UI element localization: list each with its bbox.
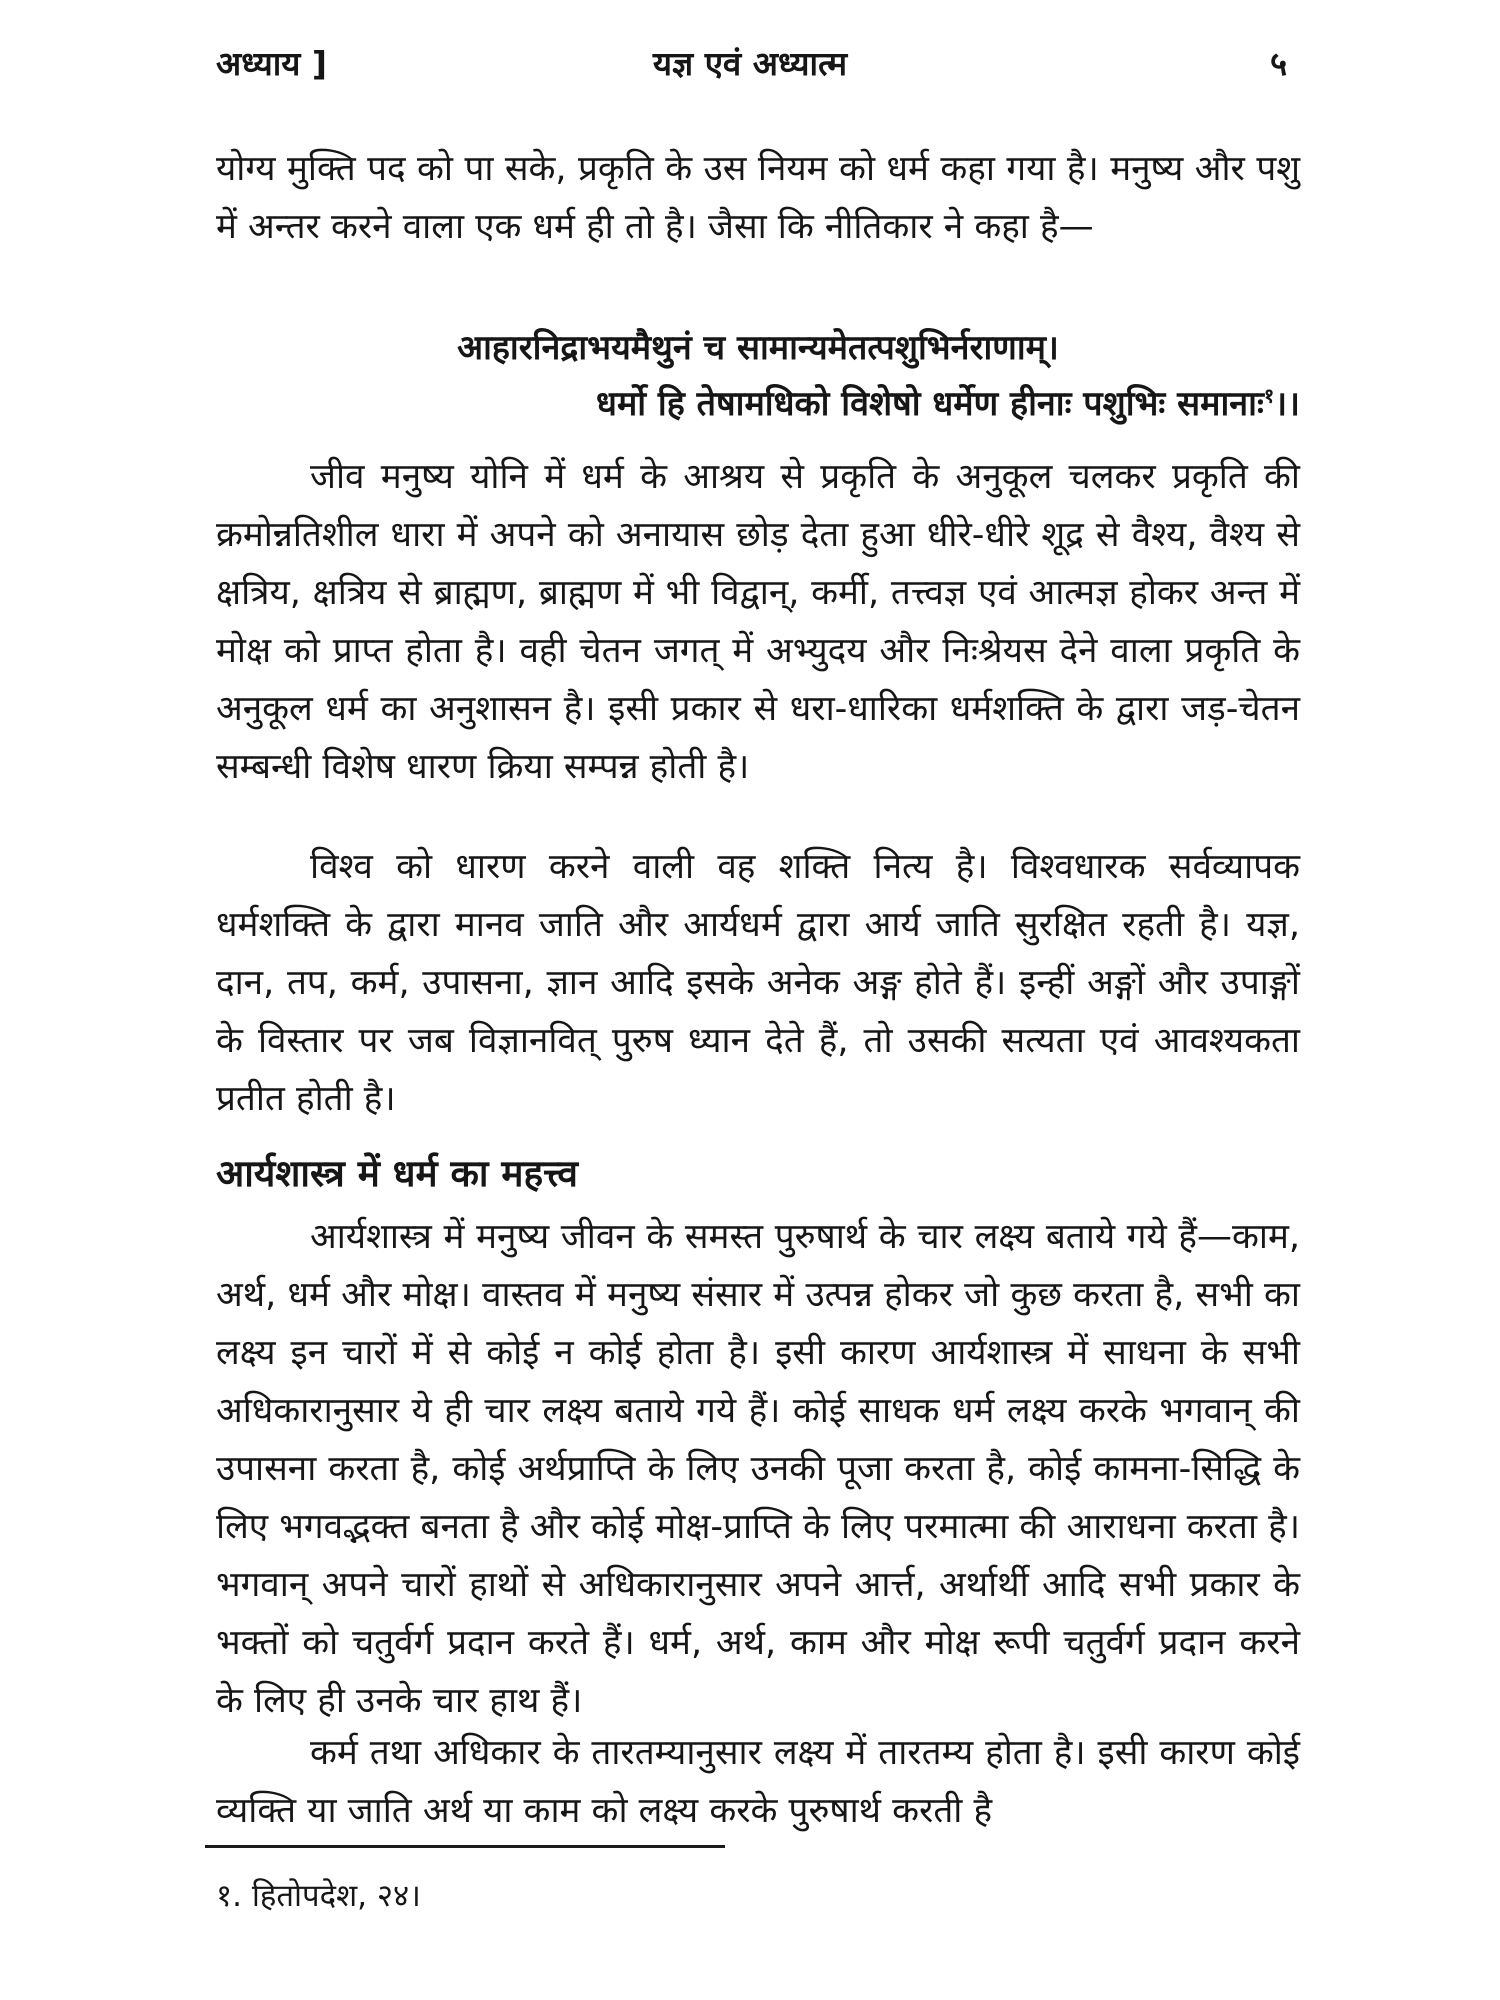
verse-line-2-end: ।। — [1274, 384, 1300, 424]
paragraph-text: कर्म तथा अधिकार के तारतम्यानुसार लक्ष्य में तारतम्य होता है। इसी कारण कोई व्यक्ति या जाति अर्थ या काम को लक्ष्य करके पुरुषार्थ करती है — [216, 1733, 1300, 1831]
page-number: ५ — [1270, 44, 1288, 83]
verse-line-1: आहारनिद्राभयमैथुनं च सामान्यमेतत्पशुभिर्नराणाम्। — [457, 328, 1059, 368]
intro-text: योग्य मुक्ति पद को पा सके, प्रकृति के उस नियम को धर्म कहा गया है। मनुष्य और पशु में अन्तर करने वाला एक धर्म ही तो है। जैसा कि नीतिकार ने कहा है— — [216, 149, 1300, 247]
section-heading: आर्यशास्त्र में धर्म का महत्त्व — [216, 1152, 578, 1195]
footnote-marker: १ — [1263, 383, 1275, 408]
paragraph-1 — [216, 448, 1300, 796]
footnote: १. हितोपदेश, २४। — [216, 1878, 421, 1914]
paragraph-text: आर्यशास्त्र में मनुष्य जीवन के समस्त पुरुषार्थ के चार लक्ष्य बताये गये हैं—काम, अर्थ, धर्म और मोक्ष। वास्तव में मनुष्य संसार में उत्पन्न होकर जो कुछ करता है, सभी का लक्ष्य इन चारों में से कोई न कोई होता है। इसी कारण आर्यशास्त्र में साधना के सभी अधिकारानुसार ये ही चार लक्ष्य बताये गये हैं। कोई साधक धर्म लक्ष्य करके भगवान् की उपासना करता है, कोई अर्थप्राप्ति के लिए उनकी पूजा करता है, कोई कामना-सिद्धि के लिए भगवद्भक्त बनता है और कोई मोक्ष-प्राप्ति के लिए परमात्मा की आराधना करता है। भगवान् अपने चारों हाथों से अधिकारानुसार अपने आर्त्त, अर्थार्थी आदि सभी प्रकार के भक्तों को चतुर्वर्ग प्रदान करते हैं। धर्म, अर्थ, काम और मोक्ष रूपी चतुर्वर्ग प्रदान करने के लिए ही उनके चार हाथ हैं। — [216, 1217, 1300, 1721]
sanskrit-verse — [216, 320, 1300, 432]
running-header-chapter: अध्याय ] — [216, 44, 328, 83]
paragraph-text: विश्व को धारण करने वाली वह शक्ति नित्य है। विश्वधारक सर्वव्यापक धर्मशक्ति के द्वारा मानव जाति और आर्यधर्म द्वारा आर्य जाति सुरक्षित रहती है। यज्ञ, दान, तप, कर्म, उपासना, ज्ञान आदि इसके अनेक अङ्ग होते हैं। इन्हीं अङ्गों और उपाङ्गों के विस्तार पर जब विज्ञानवित् पुरुष ध्यान देते हैं, तो उसकी सत्यता एवं आवश्यकता प्रतीत होती है। — [216, 847, 1300, 1119]
footnote-divider — [205, 1845, 725, 1848]
paragraph-4 — [216, 1724, 1300, 1840]
verse-line-2 — [216, 376, 1300, 432]
verse-line-2-text: धर्मो हि तेषामधिको विशेषो धर्मेण हीनाः पशुभिः समानाः — [596, 384, 1264, 424]
paragraph-text: जीव मनुष्य योनि में धर्म के आश्रय से प्रकृति के अनुकूल चलकर प्रकृति की क्रमोन्नतिशील धारा में अपने को अनायास छोड़ देता हुआ धीरे-धीरे शूद्र से वैश्य, वैश्य से क्षत्रिय, क्षत्रिय से ब्राह्मण, ब्राह्मण में भी विद्वान्, कर्मी, तत्त्वज्ञ एवं आत्मज्ञ होकर अन्त में मोक्ष को प्राप्त होता है। वही चेतन जगत् में अभ्युदय और निःश्रेयस देने वाला प्रकृति के अनुकूल धर्म का अनुशासन है। इसी प्रकार से धरा-धारिका धर्मशक्ति के द्वारा जड़-चेतन सम्बन्धी विशेष धारण क्रिया सम्पन्न होती है। — [216, 457, 1300, 787]
paragraph-3 — [216, 1208, 1300, 1730]
intro-paragraph — [216, 140, 1300, 256]
running-header-title: यज्ञ एवं अध्यात्म — [652, 44, 848, 83]
paragraph-2 — [216, 838, 1300, 1128]
